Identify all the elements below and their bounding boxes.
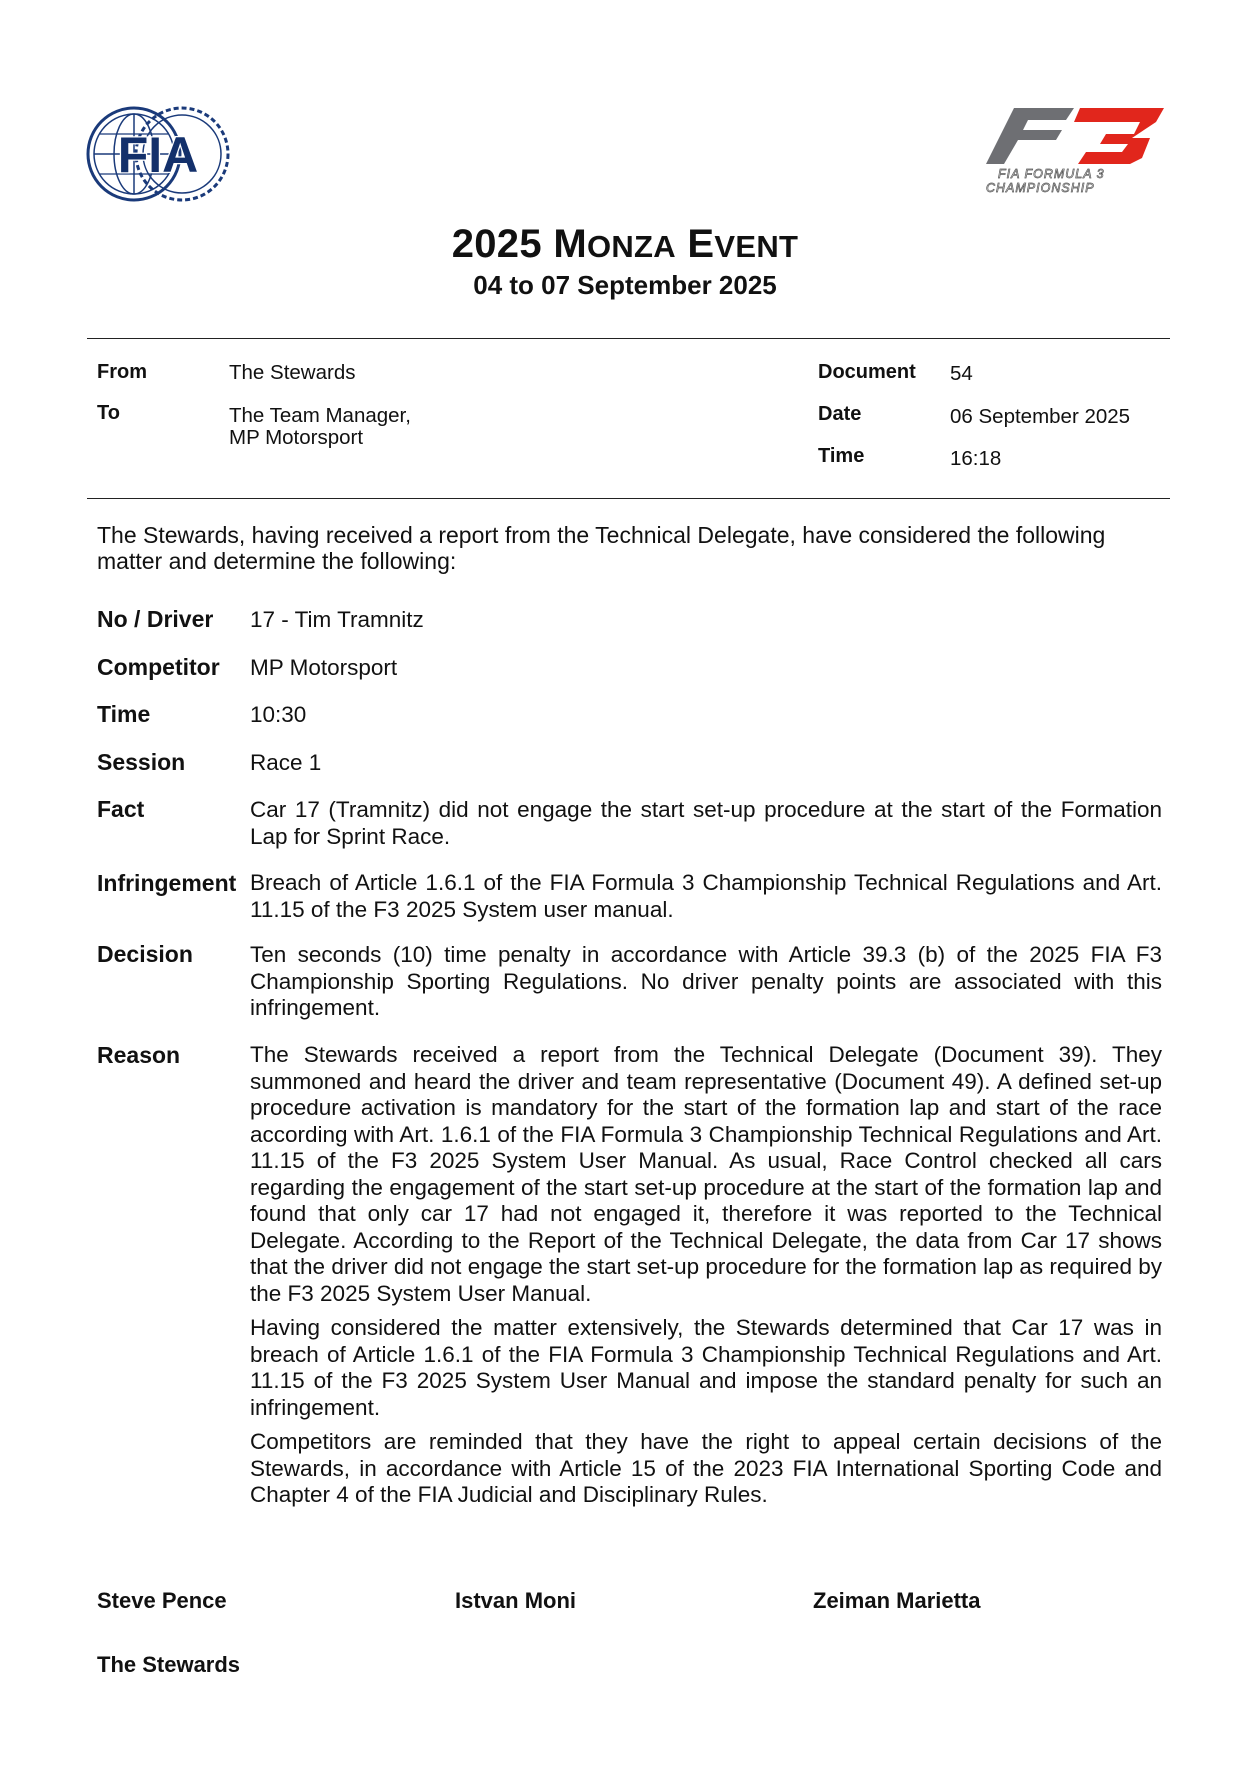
reason-paragraph: Competitors are reminded that they have the right to appeal certain decisions of the Stewards, in accordance with Article 15 of the 2023 FIA International Sporting Code and Chapter 4 of the FIA Judicial and Disciplinary Rules. xyxy=(250,1429,1162,1507)
to-label: To xyxy=(97,402,120,424)
reason-paragraph: Having considered the matter extensively, the Stewards determined that Car 17 was in breach of Article 1.6.1 of the FIA Formula 3 Championship Technical Regulations and Art. 11.15 of the F3 2025 System User Manual and impose the standard penalty for such an infringement. xyxy=(250,1315,1162,1420)
f3-logo-line1: FIA FORMULA 3 xyxy=(998,167,1105,181)
competitor-label: Competitor xyxy=(97,654,220,680)
header-bottom-divider xyxy=(87,498,1170,499)
document-label: Document xyxy=(818,361,916,383)
time-label: Time xyxy=(818,445,865,467)
incident-time-label: Time xyxy=(97,701,151,727)
event-dates: 04 to 07 September 2025 xyxy=(473,270,777,300)
document-value: 54 xyxy=(950,362,973,385)
decision-label: Decision xyxy=(97,941,193,967)
session-label: Session xyxy=(97,749,186,775)
f3-logo-line2: CHAMPIONSHIP xyxy=(986,181,1095,195)
signature-footer: The Stewards xyxy=(97,1652,241,1677)
date-value: 06 September 2025 xyxy=(950,405,1131,428)
decision-value: Ten seconds (10) time penalty in accordance with Article 39.3 (b) of the 2025 FIA F3 Championship Sporting Regulations. No driver penalty points are associated with this infringement. xyxy=(250,942,1162,1020)
event-title-year: 2025 xyxy=(451,222,542,266)
signature-steward-2: Istvan Moni xyxy=(455,1588,577,1613)
reason-paragraph: The Stewards received a report from the Technical Delegate (Document 39). They summoned and heard the driver and team representative (Document 49). A defined set-up procedure activation is mandatory for the start of the formation lap and start of the race according with Art. 1.6.1 of the FIA Formula 3 Championship Technical Regulations and Art. 11.15 of the F3 2025 System User Manual. As usual, Race Control checked all cars regarding the engagement of the start set-up procedure at the start of the formation lap and found that only car 17 had not engaged it, therefore it was reported to the Technical Delegate. According to the Report of the Technical Delegate, the data from Car 17 shows that the driver did not engage the start set-up procedure for the formation lap as required by the F3 2025 System User Manual. xyxy=(250,1042,1162,1306)
session-value: Race 1 xyxy=(250,750,322,775)
from-value: The Stewards xyxy=(229,361,356,384)
date-label: Date xyxy=(818,403,862,425)
reason-value xyxy=(250,1042,1162,1517)
intro-text: The Stewards, having received a report from the Technical Delegate, have considered the following matter and determine the following: xyxy=(97,522,1106,574)
time-value: 16:18 xyxy=(950,447,1002,470)
header-top-divider xyxy=(87,338,1170,339)
fia-logo-text: FIA xyxy=(117,127,199,183)
fact-label: Fact xyxy=(97,796,145,822)
signature-steward-3: Zeiman Marietta xyxy=(813,1588,981,1613)
fia-logo xyxy=(84,104,232,204)
from-label: From xyxy=(97,361,147,383)
infringement-value: Breach of Article 1.6.1 of the FIA Formula 3 Championship Technical Regulations and Art. 11.15 of the F3 2025 System user manual. xyxy=(250,870,1162,922)
fact-value: Car 17 (Tramnitz) did not engage the start set-up procedure at the start of the Formation Lap for Sprint Race. xyxy=(250,797,1162,849)
driver-label: No / Driver xyxy=(97,606,214,632)
f3-logo xyxy=(982,108,1166,198)
event-title-word1: MONZA xyxy=(553,222,676,266)
driver-value: 17 - Tim Tramnitz xyxy=(250,607,424,632)
event-title xyxy=(0,222,1250,267)
to-value-line2: MP Motorsport xyxy=(229,426,364,449)
to-value-line1: The Team Manager, xyxy=(229,404,411,427)
incident-time-value: 10:30 xyxy=(250,702,307,727)
competitor-value: MP Motorsport xyxy=(250,655,398,680)
reason-label: Reason xyxy=(97,1042,181,1068)
event-title-word2: EVENT xyxy=(687,222,799,266)
signature-steward-1: Steve Pence xyxy=(97,1588,227,1613)
to-value xyxy=(229,405,411,449)
infringement-label: Infringement xyxy=(97,870,237,896)
